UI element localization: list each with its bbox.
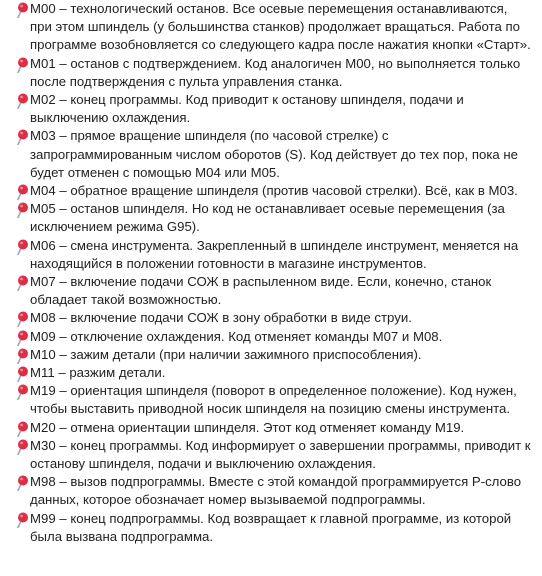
round-pushpin-icon [15, 2, 29, 18]
list-item [15, 273, 532, 309]
list-item [15, 55, 532, 91]
round-pushpin-icon [15, 512, 29, 528]
list-item-text: M20 – отмена ориентации шпинделя. Этот код отменяет команду M19. [30, 419, 465, 435]
list-item [15, 182, 532, 200]
list-item-text: M08 – включение подачи СОЖ в зону обработки в виде струи. [30, 310, 412, 326]
list-item [15, 346, 532, 364]
list-item [15, 309, 532, 327]
list-item-text: M00 – технологический останов. Все осевые перемещения останавливаются, при этом шпиндель (у большинства станков) продолжает вращаться. Работа по программе возобновляется со следующего кадра после нажатия кнопки «Старт». [30, 1, 531, 53]
list-item [15, 328, 532, 346]
list-item [15, 200, 532, 236]
round-pushpin-icon [15, 93, 29, 109]
list-item [15, 364, 532, 382]
list-item-text: M09 – отключение охлаждения. Код отменяет команды M07 и M08. [30, 328, 443, 344]
list-item [15, 419, 532, 437]
round-pushpin-icon [15, 184, 29, 200]
list-item-text: M30 – конец программы. Код информирует о завершении программы, приводит к останову шпинделя, подачи и выключению охлаждения. [30, 437, 531, 472]
round-pushpin-icon [15, 421, 29, 437]
list-item-text: M01 – останов с подтверждением. Код аналогичен M00, но выполняется только после подтверждения с пульта управления станка. [30, 55, 521, 89]
list-item [15, 510, 532, 546]
round-pushpin-icon [15, 348, 29, 364]
list-item [15, 127, 532, 182]
round-pushpin-icon [15, 384, 29, 400]
list-item-text: M07 – включение подачи СОЖ в распыленном виде. Если, конечно, станок обладает такой возможностью. [30, 274, 492, 308]
list-item [15, 473, 532, 509]
round-pushpin-icon [15, 439, 29, 455]
list-item [15, 437, 532, 473]
round-pushpin-icon [15, 239, 29, 255]
round-pushpin-icon [15, 475, 29, 491]
list-item-text: M98 – вызов подпрограммы. Вместе с этой командой программируется P-слово данных, которое обозначает номер вызываемой подпрограммы. [30, 474, 522, 508]
list-item-text: M04 – обратное вращение шпинделя (против часовой стрелки). Всё, как в M03. [30, 183, 518, 199]
round-pushpin-icon [15, 202, 29, 218]
list-item-text: M05 – останов шпинделя. Но код не останавливает осевые перемещения (за исключением режима G95). [30, 201, 505, 235]
round-pushpin-icon [15, 366, 29, 382]
round-pushpin-icon [15, 129, 29, 145]
list-item [15, 382, 532, 418]
round-pushpin-icon [15, 275, 29, 291]
list-item [15, 91, 532, 127]
round-pushpin-icon [15, 57, 29, 73]
round-pushpin-icon [15, 330, 29, 346]
list-item-text: M11 – разжим детали. [30, 365, 166, 381]
list-item-text: M99 – конец подпрограммы. Код возвращает к главной программе, из которой была вызвана подпрограмма. [30, 510, 512, 544]
list-item-text: M03 – прямое вращение шпинделя (по часовой стрелке) с запрограммированным числом оборотов (S). Код действует до тех пор, пока не будет отменен с помощью M04 или M05. [30, 128, 518, 180]
list-item-text: M02 – конец программы. Код приводит к останову шпинделя, подачи и выключению охлаждения. [30, 92, 464, 126]
list-item-text: M10 – зажим детали (при наличии зажимного приспособления). [30, 346, 422, 362]
list-item [15, 0, 532, 55]
list-item-text: M19 – ориентация шпинделя (поворот в определенное положение). Код нужен, чтобы выставить приводной носик шпинделя на позицию смены инструмента. [30, 383, 517, 417]
list-item [15, 237, 532, 273]
round-pushpin-icon [15, 311, 29, 327]
list-item-text: M06 – смена инструмента. Закрепленный в шпинделе инструмент, меняется на находящийся в положении готовности в магазине инструментов. [30, 237, 519, 271]
